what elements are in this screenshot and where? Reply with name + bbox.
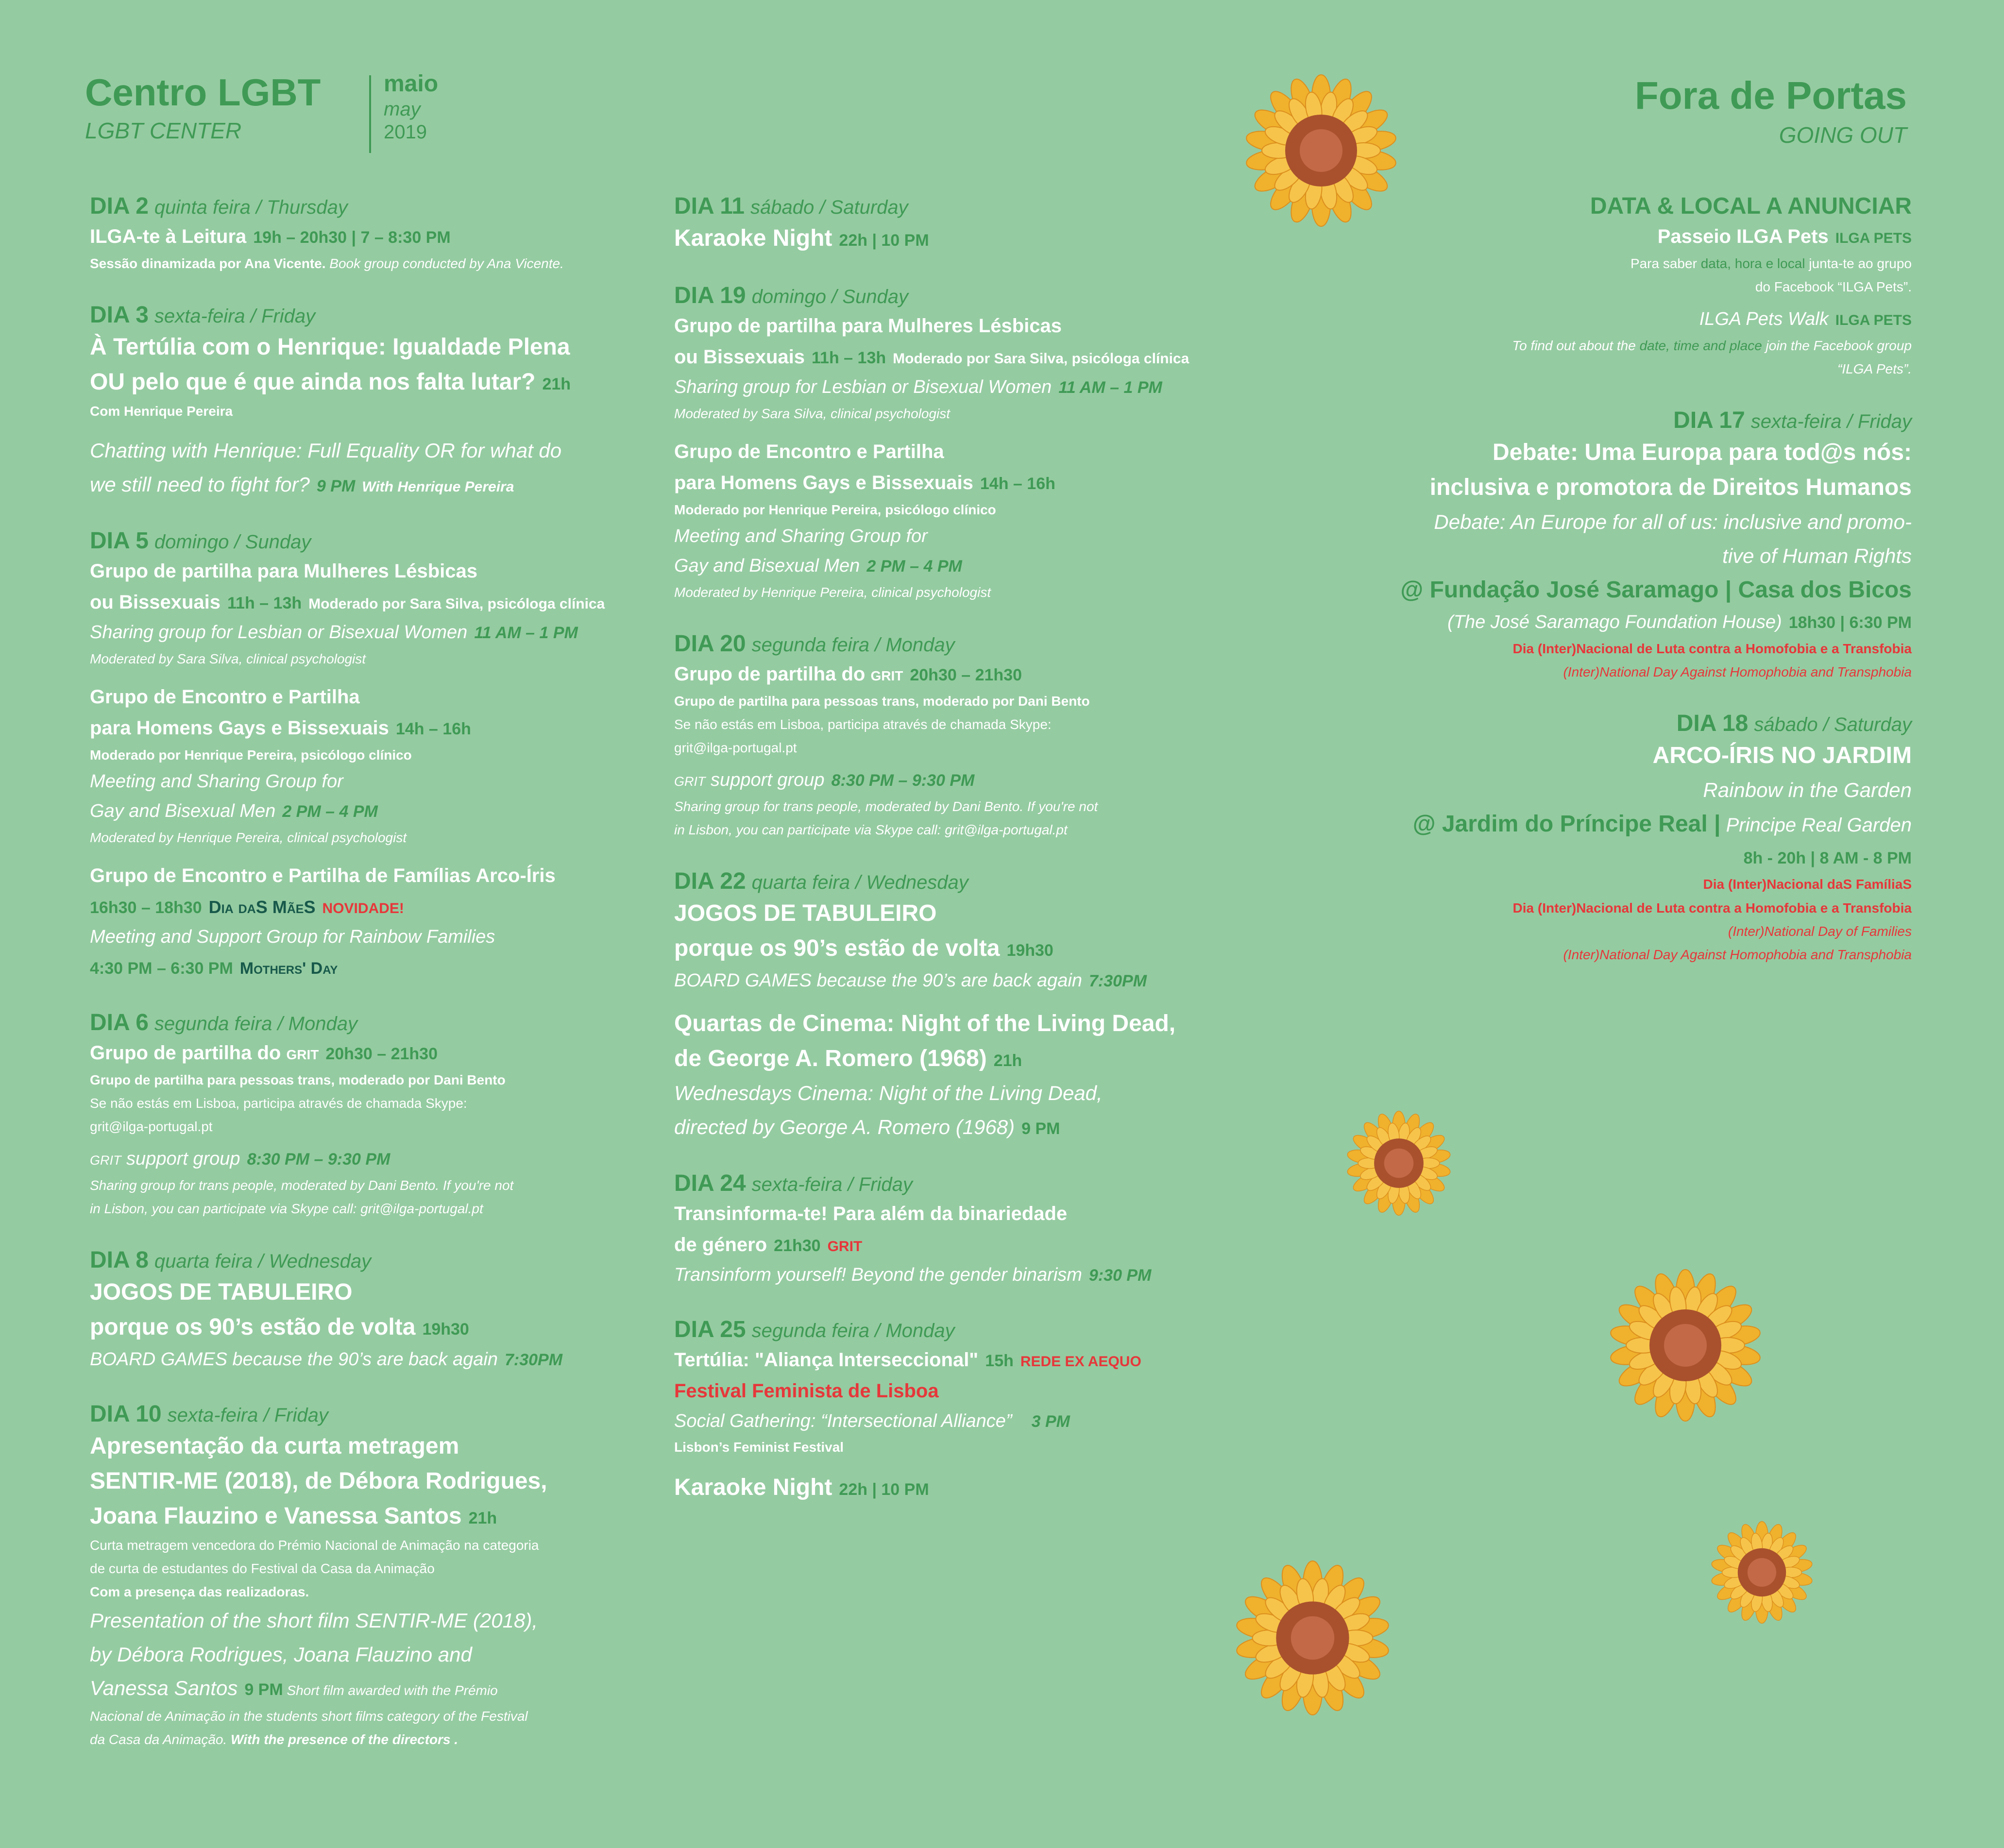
- day-label: DIA 8: [90, 1247, 149, 1273]
- day-of-week: segunda feira / Monday: [154, 1013, 357, 1034]
- event-time: 18h30 | 6:30 PM: [1788, 613, 1912, 632]
- event-title-en: Meeting and Support Group for Rainbow Families: [90, 926, 495, 947]
- grit-label-en: grit: [90, 1149, 121, 1170]
- page-title: Centro LGBT: [85, 71, 321, 114]
- day-label: DIA 10: [90, 1401, 162, 1427]
- event-desc-en-2: in Lisbon, you can participate via Skype call: grit@ilga-portugal.pt: [90, 1201, 483, 1216]
- event-day-10: [90, 1400, 653, 1752]
- day-of-week: sexta-feira / Friday: [751, 1173, 913, 1195]
- event-moderator: Moderado por Sara Silva, psicóloga clínica: [893, 351, 1189, 367]
- event-title: Grupo de Encontro e Partilha de Famílias Arco-Íris: [90, 865, 556, 886]
- event-tag-en: Mothers' Day: [239, 959, 338, 978]
- festival-name: Festival Feminista de Lisboa: [674, 1380, 939, 1402]
- day-label: DIA 3: [90, 302, 149, 328]
- event-time: 8h - 20h | 8 AM - 8 PM: [1743, 849, 1912, 868]
- event-desc-en: Sharing group for trans people, moderated by Dani Bento. If you're not: [90, 1177, 514, 1193]
- event-time-en: 8:30 PM – 9:30 PM: [247, 1150, 391, 1169]
- event-time-en: 11 AM – 1 PM: [1058, 378, 1162, 397]
- event-desc: Se não estás em Lisboa, participa através de chamada Skype:: [674, 717, 1052, 732]
- day-label: DIA 6: [90, 1009, 149, 1035]
- event-desc-en-c: join the Facebook group: [1762, 338, 1912, 354]
- tba-heading: DATA & LOCAL A ANUNCIAR: [1590, 193, 1912, 219]
- day-of-week: sexta-feira / Friday: [154, 305, 316, 327]
- event-title: ILGA-te à Leitura: [90, 226, 247, 247]
- grit-label-en: grit: [674, 770, 706, 791]
- event-desc-en: Book group conducted by Ana Vicente.: [325, 256, 564, 271]
- event-note-1: Dia (Inter)Nacional daS FamíliaS: [1703, 877, 1912, 892]
- event-day-17: [1339, 406, 1912, 684]
- event-host: Com Henrique Pereira: [90, 404, 233, 419]
- page-subtitle: LGBT CENTER: [85, 118, 242, 143]
- event-title-2: OU pelo que é que ainda nos falta lutar?: [90, 369, 536, 395]
- going-out-subtitle: GOING OUT: [1779, 122, 1907, 148]
- event-title-en: Rainbow in the Garden: [1703, 779, 1912, 802]
- event-host-en: With Henrique Pereira: [362, 478, 514, 495]
- event-title-en: BOARD GAMES because the 90’s are back again: [90, 1349, 498, 1370]
- event-moderator: Moderado por Henrique Pereira, psicólogo clínico: [90, 747, 412, 763]
- event-title-en: Meeting and Sharing Group for: [90, 771, 343, 792]
- event-time: 21h: [468, 1509, 497, 1527]
- day-label: DIA 5: [90, 527, 149, 554]
- event-title-2: porque os 90’s estão de volta: [90, 1314, 416, 1340]
- event-title-en: Chatting with Henrique: Full Equality OR for what do: [90, 439, 562, 462]
- event-title: Tertúlia: "Aliança Interseccional": [674, 1349, 979, 1371]
- day-label: DIA 25: [674, 1316, 746, 1342]
- day-label: DIA 17: [1673, 407, 1745, 434]
- event-time: 19h30: [422, 1320, 469, 1339]
- event-title-2: para Homens Gays e Bissexuais: [90, 717, 389, 739]
- festival-name-en: Lisbon’s Feminist Festival: [674, 1440, 844, 1455]
- cinema-time: 21h: [993, 1051, 1022, 1070]
- cinema-title-2: de George A. Romero (1968): [674, 1046, 987, 1072]
- event-moderator-en: Moderated by Sara Silva, clinical psychologist: [674, 406, 951, 421]
- events-column-1: [90, 192, 653, 1777]
- event-desc-pt: Sessão dinamizada por Ana Vicente.: [90, 256, 326, 271]
- event-title-2: ou Bissexuais: [90, 591, 221, 613]
- day-label: DIA 20: [674, 630, 746, 657]
- event-day-20: [674, 629, 1223, 842]
- event-tag: Dia daS MãeS: [208, 897, 316, 917]
- event-title: Grupo de partilha para Mulheres Lésbicas: [90, 560, 478, 582]
- event-title: JOGOS DE TABULEIRO: [674, 900, 937, 927]
- day-of-week: quarta feira / Wednesday: [751, 872, 968, 894]
- event-desc: Curta metragem vencedora do Prémio Nacional de Animação na categoria: [90, 1537, 539, 1553]
- event-time-en: 11 AM – 1 PM: [474, 623, 578, 642]
- event-time-en: 7:30PM: [1088, 972, 1147, 991]
- event-desc-en-highlight: date, time and place: [1639, 338, 1762, 354]
- event-time-en: 2 PM – 4 PM: [282, 802, 378, 821]
- event-title-en-2: Gay and Bisexual Men: [90, 800, 276, 821]
- event-title-2: para Homens Gays e Bissexuais: [674, 472, 973, 493]
- event-time: 11h – 13h: [227, 593, 302, 612]
- day-of-week: domingo / Sunday: [154, 531, 311, 553]
- event-moderator-en: Moderated by Henrique Pereira, clinical psychologist: [674, 584, 991, 600]
- event-moderator: Moderado por Henrique Pereira, psicólogo clínico: [674, 502, 996, 517]
- event-title-en: Social Gathering: “Intersectional Alliance”: [674, 1410, 1012, 1431]
- event-desc-3: Com a presença das realizadoras.: [90, 1584, 309, 1600]
- cinema-title: Quartas de Cinema: Night of the Living Dead,: [674, 1011, 1176, 1037]
- event-title-en: Sharing group for Lesbian or Bisexual Women: [674, 377, 1052, 397]
- event-desc-highlight: data, hora e local: [1700, 256, 1805, 271]
- event-time-en: 9 PM: [244, 1680, 283, 1699]
- event-time: 16h30 – 18h30: [90, 898, 202, 917]
- event-time: 22h | 10 PM: [839, 231, 929, 250]
- event-title-en: support group: [705, 770, 825, 791]
- event-desc-en-2: Nacional de Animação in the students short films category of the Festival: [90, 1709, 528, 1724]
- sunflower-icon: [1710, 1520, 1814, 1625]
- event-time-en: 7:30PM: [504, 1351, 563, 1370]
- event-time-en: 9 PM: [316, 476, 356, 495]
- day-label: DIA 2: [90, 193, 149, 219]
- event-desc-c: junta-te ao grupo: [1805, 256, 1912, 271]
- event-desc-en-2: in Lisbon, you can participate via Skype call: grit@ilga-portugal.pt: [674, 822, 1068, 838]
- event-time: 19h30: [1006, 941, 1053, 960]
- event-title-en: Debate: An Europe for all of us: inclusive and promo-: [1434, 510, 1912, 534]
- event-desc-en-2: “ILGA Pets”.: [1837, 361, 1912, 377]
- event-title: À Tertúlia com o Henrique: Igualdade Plena: [90, 334, 570, 360]
- event-day-6: [90, 1008, 653, 1221]
- event-title: Karaoke Night: [674, 225, 832, 251]
- event-venue-en: (The José Saramago Foundation House): [1447, 612, 1782, 633]
- event-time: 20h30 – 21h30: [910, 665, 1022, 684]
- day-of-week: sexta-feira / Friday: [1750, 411, 1912, 433]
- event-time-en: 3 PM: [1031, 1412, 1070, 1431]
- header-divider: [369, 75, 371, 153]
- karaoke-time: 22h | 10 PM: [839, 1480, 929, 1499]
- event-desc-2: de curta de estudantes do Festival da Casa da Animação: [90, 1561, 435, 1577]
- day-of-week: sábado / Saturday: [750, 197, 908, 218]
- event-title-en: ILGA Pets Walk: [1699, 309, 1829, 330]
- event-title-en: support group: [121, 1149, 240, 1170]
- event-desc-en-a: To find out about the: [1512, 338, 1640, 354]
- cinema-title-en-2: directed by George A. Romero (1968): [674, 1115, 1015, 1138]
- cinema-time-en: 9 PM: [1021, 1119, 1060, 1138]
- event-title: Apresentação da curta metragem: [90, 1433, 459, 1459]
- event-time: 19h – 20h30 | 7 – 8:30 PM: [253, 228, 451, 247]
- event-title: Grupo de partilha para Mulheres Lésbicas: [674, 315, 1062, 337]
- event-time: 11h – 13h: [812, 349, 886, 367]
- event-moderator: Moderado por Sara Silva, psicóloga clínica: [308, 595, 605, 612]
- day-of-week: segunda feira / Monday: [751, 634, 955, 656]
- event-subtitle: Grupo de partilha para pessoas trans, moderado por Dani Bento: [674, 693, 1090, 709]
- event-moderator-en: Moderated by Sara Silva, clinical psychologist: [90, 651, 366, 666]
- day-of-week: sexta-feira / Friday: [167, 1404, 328, 1426]
- event-day-2: [90, 192, 653, 275]
- header-left: [85, 73, 321, 144]
- event-venue: @ Fundação José Saramago | Casa dos Bicos: [1400, 577, 1912, 603]
- event-title-en: Transinform yourself! Beyond the gender binarism: [674, 1264, 1082, 1285]
- event-title-en-2: tive of Human Rights: [1722, 544, 1912, 567]
- event-time: 14h – 16h: [395, 719, 471, 738]
- sunflower-icon: [1345, 1110, 1452, 1217]
- event-day-22: [674, 867, 1223, 1143]
- year: 2019: [384, 121, 427, 143]
- day-of-week: quinta feira / Thursday: [154, 197, 348, 218]
- event-time: 21h30: [774, 1236, 821, 1255]
- event-time-en: 9:30 PM: [1088, 1266, 1152, 1285]
- day-label: DIA 11: [674, 193, 745, 219]
- event-time: 15h: [985, 1351, 1014, 1370]
- event-title-2: SENTIR-ME (2018), de Débora Rodrigues,: [90, 1468, 547, 1494]
- event-title-2: porque os 90’s estão de volta: [674, 935, 1000, 962]
- event-day-24: [674, 1169, 1223, 1290]
- event-day-18: [1339, 709, 1912, 966]
- event-desc-2: do Facebook “ILGA Pets”.: [1755, 279, 1912, 295]
- event-subtitle: Grupo de partilha para pessoas trans, moderado por Dani Bento: [90, 1072, 506, 1087]
- new-badge: NOVIDADE!: [322, 900, 404, 916]
- day-label: DIA 24: [674, 1170, 746, 1196]
- event-note: Dia (Inter)Nacional de Luta contra a Homofobia e a Transfobia: [1512, 641, 1912, 656]
- event-time: 14h – 16h: [980, 474, 1055, 493]
- event-title-3: Joana Flauzino e Vanessa Santos: [90, 1503, 462, 1529]
- day-of-week: domingo / Sunday: [751, 286, 909, 307]
- day-of-week: quarta feira / Wednesday: [154, 1251, 372, 1272]
- event-title-en: Presentation of the short film SENTIR-ME (2018),: [90, 1609, 538, 1632]
- event-time-en: 2 PM – 4 PM: [866, 557, 962, 576]
- sunflower-icon: [1608, 1268, 1763, 1423]
- grit-label: grit: [870, 663, 903, 685]
- event-title: Grupo de partilha do: [674, 663, 866, 685]
- day-label: DIA 19: [674, 283, 746, 308]
- event-note-2: Dia (Inter)Nacional de Luta contra a Homofobia e a Transfobia: [1512, 900, 1912, 916]
- event-note-3: (Inter)National Day of Families: [1728, 923, 1912, 939]
- event-day-3: [90, 301, 653, 501]
- event-desc-a: Para saber: [1630, 256, 1701, 271]
- event-desc-en: Sharing group for trans people, moderated by Dani Bento. If you're not: [674, 799, 1098, 814]
- event-note-4: (Inter)National Day Against Homophobia and Transphobia: [1563, 947, 1912, 962]
- event-title: Grupo de Encontro e Partilha: [674, 441, 944, 462]
- event-day-8: [90, 1246, 653, 1374]
- event-email: grit@ilga-portugal.pt: [90, 1119, 213, 1134]
- event-title-2: inclusiva e promotora de Direitos Humanos: [1429, 475, 1912, 501]
- events-column-2: [674, 192, 1223, 1530]
- month-en: may: [384, 98, 421, 120]
- event-title-en: BOARD GAMES because the 90’s are back again: [674, 970, 1082, 991]
- event-tag: REDE EX AEQUO: [1020, 1353, 1141, 1370]
- event-time-en: 8:30 PM – 9:30 PM: [831, 771, 975, 790]
- event-title: Debate: Uma Europa para tod@s nós:: [1493, 440, 1912, 466]
- going-out-title: Fora de Portas: [1634, 74, 1907, 117]
- event-time-en: 4:30 PM – 6:30 PM: [90, 959, 233, 978]
- event-moderator-en: Moderated by Henrique Pereira, clinical psychologist: [90, 830, 407, 845]
- event-desc-en: Short film awarded with the Prémio: [283, 1683, 498, 1698]
- event-desc-en-4: With the presence of the directors .: [231, 1732, 459, 1747]
- event-title: Transinforma-te! Para além da binariedade: [674, 1203, 1068, 1224]
- event-title-en-3: Vanessa Santos: [90, 1677, 238, 1699]
- event-desc: Se não estás em Lisboa, participa através de chamada Skype:: [90, 1095, 467, 1111]
- event-title-en-2: by Débora Rodrigues, Joana Flauzino and: [90, 1643, 472, 1666]
- event-tag: ILGA PETS: [1835, 230, 1912, 246]
- event-time: 20h30 – 21h30: [325, 1044, 438, 1063]
- grit-label: grit: [286, 1042, 319, 1064]
- event-title-2: ou Bissexuais: [674, 346, 805, 368]
- cinema-title-en: Wednesdays Cinema: Night of the Living Dead,: [674, 1082, 1103, 1105]
- event-day-5: [90, 526, 653, 983]
- event-title: Passeio ILGA Pets: [1657, 226, 1829, 247]
- event-venue-en: Principe Real Garden: [1720, 814, 1912, 836]
- event-title-en: Meeting and Sharing Group for: [674, 526, 928, 547]
- event-time: 21h: [542, 375, 571, 394]
- event-title: Grupo de partilha do: [90, 1042, 281, 1064]
- event-title: ARCO-ÍRIS NO JARDIM: [1652, 743, 1912, 769]
- karaoke-title: Karaoke Night: [674, 1474, 832, 1500]
- day-of-week: sábado / Saturday: [1754, 714, 1912, 736]
- event-note-en: (Inter)National Day Against Homophobia and Transphobia: [1563, 664, 1912, 679]
- event-desc-en-3: da Casa da Animação.: [90, 1732, 231, 1747]
- event-title: Grupo de Encontro e Partilha: [90, 686, 360, 708]
- header-date: [384, 70, 438, 144]
- event-day-25: [674, 1315, 1223, 1505]
- event-title-en-2: we still need to fight for?: [90, 473, 310, 496]
- event-day-19: [674, 281, 1223, 604]
- event-title-en-2: Gay and Bisexual Men: [674, 555, 860, 576]
- day-label: DIA 18: [1676, 711, 1749, 737]
- event-title: JOGOS DE TABULEIRO: [90, 1279, 353, 1305]
- event-tag-en: ILGA PETS: [1835, 312, 1912, 329]
- month: maio: [384, 71, 439, 97]
- event-tba: [1339, 192, 1912, 381]
- event-title-2: de género: [674, 1234, 767, 1255]
- event-venue: @ Jardim do Príncipe Real |: [1412, 811, 1721, 837]
- event-title-en: Sharing group for Lesbian or Bisexual Women: [90, 622, 468, 643]
- event-email: grit@ilga-portugal.pt: [674, 740, 797, 756]
- sunflower-icon: [1234, 1559, 1392, 1717]
- header-right: [1635, 75, 1907, 148]
- going-out-column: [1339, 192, 1912, 992]
- event-tag: GRIT: [827, 1238, 863, 1255]
- event-day-11: [674, 192, 1223, 256]
- day-of-week: segunda feira / Monday: [751, 1320, 955, 1341]
- day-label: DIA 22: [674, 868, 746, 895]
